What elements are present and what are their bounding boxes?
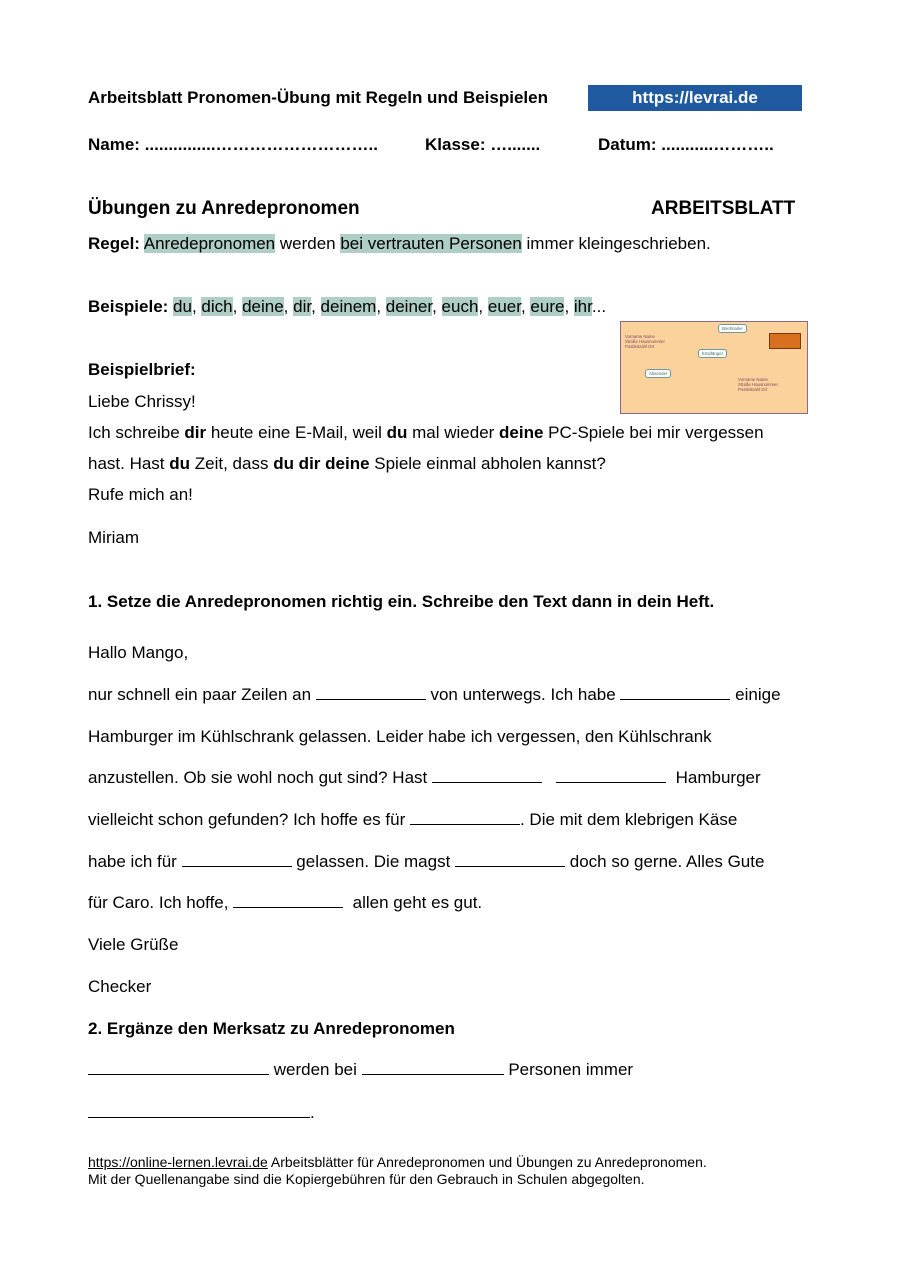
footer xyxy=(88,1154,707,1188)
blank-input[interactable] xyxy=(316,685,426,700)
exercise1-greeting: Hallo Mango, xyxy=(88,643,189,662)
section-title: Übungen zu Anredepronomen xyxy=(88,198,360,219)
letter-line-3: Rufe mich an! xyxy=(88,485,193,504)
rule-text-4: immer kleingeschrieben. xyxy=(521,234,711,253)
exercise1-closing: Viele Grüße xyxy=(88,935,179,954)
examples-suffix: ... xyxy=(591,297,607,316)
blank-input[interactable] xyxy=(362,1060,504,1075)
letter-heading: Beispielbrief: xyxy=(88,360,196,379)
letter-text: hast. Hast xyxy=(88,454,170,473)
stamp-icon xyxy=(769,333,801,349)
klasse-field xyxy=(425,135,540,155)
exercise1-line xyxy=(88,685,781,705)
footer-link[interactable]: https://online-lernen.levrai.de xyxy=(88,1154,268,1170)
recipient-callout: Empfänger xyxy=(698,349,727,358)
example-word: ihr xyxy=(573,297,592,316)
rule-highlight-2: bei vertrauten Personen xyxy=(340,234,522,253)
exercise1-text-segment: doch so gerne. Alles Gute xyxy=(565,852,765,871)
letter-text: Zeit, dass xyxy=(190,454,274,473)
datum-field xyxy=(598,135,774,155)
exercise2-line-1 xyxy=(88,1060,633,1080)
pronoun-bold: dir xyxy=(184,423,207,442)
name-field xyxy=(88,135,378,155)
exercise1-text-segment: anzustellen. Ob sie wohl noch gut sind? Hast xyxy=(88,768,432,787)
exercise1-text-segment: für Caro. Ich hoffe, xyxy=(88,893,234,912)
blank-input[interactable] xyxy=(233,893,343,908)
example-word: deinem xyxy=(320,297,377,316)
worksheet-title: Arbeitsblatt Pronomen-Übung mit Regeln und Beispielen xyxy=(88,88,548,107)
stamp-callout: Briefmarke xyxy=(718,324,747,333)
pronoun-bold: deine xyxy=(499,423,544,442)
exercise1-text-segment xyxy=(542,768,556,787)
exercise1-text-segment: Hamburger im Kühlschrank gelassen. Leider habe ich vergessen, den Kühlschrank xyxy=(88,727,712,746)
letter-text: PC-Spiele bei mir vergessen xyxy=(543,423,764,442)
exercise1-line xyxy=(88,893,482,913)
pronoun-bold: du xyxy=(386,423,408,442)
example-word: deine xyxy=(242,297,284,316)
exercise1-text-segment: Hamburger xyxy=(666,768,761,787)
example-word: du xyxy=(173,297,192,316)
recipient-line: Postleitzahl Ort xyxy=(738,387,768,392)
example-word: deiner xyxy=(385,297,433,316)
blank-input[interactable] xyxy=(432,768,542,783)
letter-line-2 xyxy=(88,454,606,474)
exercise1-line xyxy=(88,810,737,830)
exercise2-text-2: Personen immer xyxy=(503,1060,634,1079)
examples-label: Beispiele: xyxy=(88,297,169,316)
examples-words: du, dich, deine, dir, deinem, deiner, euch, euer, eure, ihr xyxy=(173,297,592,316)
recipient-line: Vorname Name xyxy=(738,377,768,382)
datum-label: Datum: xyxy=(598,135,657,154)
sender-line: Vorname Name xyxy=(625,334,655,339)
blank-input[interactable] xyxy=(88,1103,310,1118)
rule-highlight-1: Anredepronomen xyxy=(143,234,276,253)
footer-line-1 xyxy=(88,1154,707,1171)
letter-line-1 xyxy=(88,423,764,443)
pronoun-bold: du dir deine xyxy=(273,454,370,473)
exercise1-text-segment: nur schnell ein paar Zeilen an xyxy=(88,685,316,704)
site-badge[interactable]: https://levrai.de xyxy=(588,85,802,111)
letter-text: mal wieder xyxy=(407,423,500,442)
exercise2-text-1: werden bei xyxy=(269,1060,362,1079)
name-dots: ...............……………………….. xyxy=(144,135,378,154)
blank-input[interactable] xyxy=(455,852,565,867)
footer-line-2: Mit der Quellenangabe sind die Kopiergebühren für den Gebrauch in Schulen abgegolten. xyxy=(88,1171,645,1187)
klasse-dots: …....... xyxy=(490,135,541,154)
rule-text-2: werden xyxy=(275,234,341,253)
letter-text: heute eine E-Mail, weil xyxy=(206,423,387,442)
blank-input[interactable] xyxy=(620,685,730,700)
blank-input[interactable] xyxy=(182,852,292,867)
blank-input[interactable] xyxy=(556,768,666,783)
exercise2-line-2 xyxy=(88,1103,315,1123)
footer-text-1: Arbeitsblätter für Anredepronomen und Übungen zu Anredepronomen. xyxy=(267,1154,707,1170)
exercise1-title: 1. Setze die Anredepronomen richtig ein. Schreibe den Text dann in dein Heft. xyxy=(88,592,715,611)
exercise1-text-segment: habe ich für xyxy=(88,852,182,871)
datum-dots: ...........……….. xyxy=(661,135,774,154)
rule-line xyxy=(88,234,711,254)
letter-signature: Miriam xyxy=(88,528,139,547)
exercise2-end: . xyxy=(310,1103,315,1122)
recipient-address xyxy=(738,377,778,392)
exercise1-text-segment: allen geht es gut. xyxy=(343,893,483,912)
exercise2-title: 2. Ergänze den Merksatz zu Anredepronomen xyxy=(88,1019,455,1038)
letter-text: Ich schreibe xyxy=(88,423,185,442)
letter-text: Spiele einmal abholen kannst? xyxy=(369,454,606,473)
section-tag: ARBEITSBLATT xyxy=(651,198,796,219)
sender-address xyxy=(625,334,665,349)
example-word: dir xyxy=(293,297,312,316)
rule-label: Regel: xyxy=(88,234,140,253)
exercise1-signature: Checker xyxy=(88,977,152,996)
envelope-illustration xyxy=(620,321,808,414)
example-word: euch xyxy=(441,297,479,316)
recipient-line: Straße Hausnummer xyxy=(738,382,778,387)
exercise1-text-segment: gelassen. Die magst xyxy=(291,852,456,871)
exercise1-line xyxy=(88,852,764,872)
sender-callout: Absender xyxy=(645,369,671,378)
sender-line: Postleitzahl Ort xyxy=(625,344,655,349)
exercise1-text-segment: . Die mit dem klebrigen Käse xyxy=(519,810,738,829)
exercise1-text-segment: vielleicht schon gefunden? Ich hoffe es für xyxy=(88,810,410,829)
name-label: Name: xyxy=(88,135,140,154)
blank-input[interactable] xyxy=(88,1060,269,1075)
exercise1-line xyxy=(88,727,712,747)
example-word: dich xyxy=(201,297,233,316)
example-word: eure xyxy=(530,297,565,316)
exercise1-text-segment: von unterwegs. Ich habe xyxy=(425,685,621,704)
exercise1-text-segment: einige xyxy=(730,685,781,704)
sender-line: Straße Hausnummer xyxy=(625,339,665,344)
pronoun-bold: du xyxy=(169,454,191,473)
blank-input[interactable] xyxy=(410,810,520,825)
examples-line xyxy=(88,297,606,317)
klasse-label: Klasse: xyxy=(425,135,486,154)
exercise1-line xyxy=(88,768,761,788)
letter-greeting: Liebe Chrissy! xyxy=(88,392,196,411)
example-word: euer xyxy=(487,297,521,316)
